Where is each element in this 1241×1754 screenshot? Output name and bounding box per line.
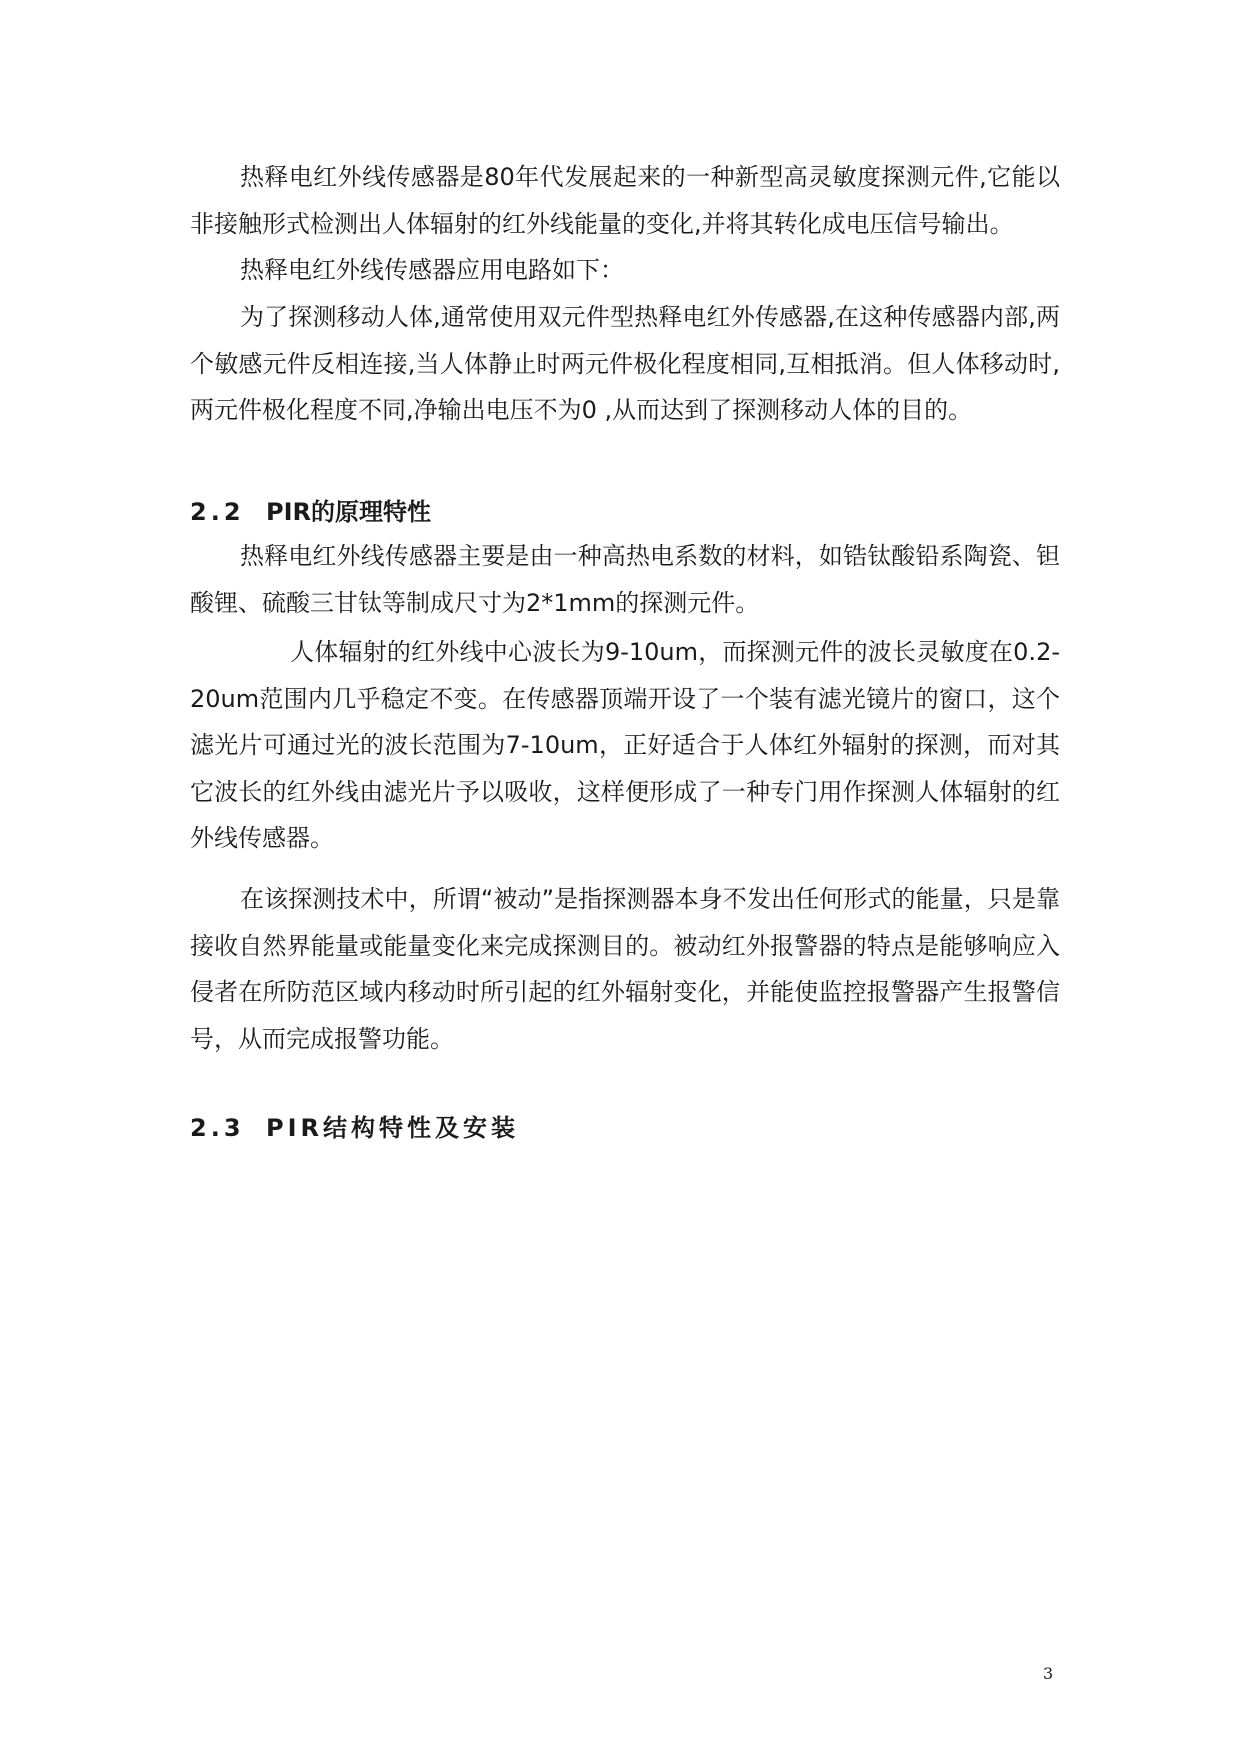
paragraph-circuit-intro: 热释电红外线传感器应用电路如下： [240, 256, 624, 284]
section-title: PIR的原理特性 [266, 498, 431, 526]
paragraph-material: 热释电红外线传感器主要是由一种高热电系数的材料，如锆钛酸铅系陶瓷、钽酸锂、硫酸三甘钛等制成尺寸为2*1mm的探测元件。 [190, 542, 1060, 617]
page-number: 3 [1043, 1664, 1054, 1683]
section-number: 2.3 [190, 1114, 245, 1142]
section-number: 2.2 [190, 498, 245, 526]
paragraph-pyroelectric-intro: 热释电红外线传感器是80年代发展起来的一种新型高灵敏度探测元件,它能以非接触形式检测出人体辐射的红外线能量的变化,并将其转化成电压信号输出。 [190, 163, 1060, 238]
paragraph-dual-element: 为了探测移动人体,通常使用双元件型热释电红外传感器,在这种传感器内部,两个敏感元件反相连接,当人体静止时两元件极化程度相同,互相抵消。但人体移动时,两元件极化程度不同,净输出电压不为0 ,从而达到了探测移动人体的目的。 [190, 303, 1060, 424]
section-title: PIR结构特性及安装 [266, 1114, 519, 1142]
paragraph-wavelength: 人体辐射的红外线中心波长为9-10um，而探测元件的波长灵敏度在0.2-20um范围内几乎稳定不变。在传感器顶端开设了一个装有滤光镜片的窗口，这个滤光片可通过光的波长范围为7-10um，正好适合于人体红外辐射的探测，而对其它波长的红外线由滤光片予以吸收，这样便形成了一种专门用作探测人体辐射的红外线传感器。 [190, 638, 1060, 852]
section-heading-2-2 [190, 492, 431, 527]
paragraph-passive-detection: 在该探测技术中，所谓“被动”是指探测器本身不发出任何形式的能量，只是靠接收自然界能量或能量变化来完成探测目的。被动红外报警器的特点是能够响应入侵者在所防范区域内移动时所引起的红外辐射变化，并能使监控报警器产生报警信号，从而完成报警功能。 [190, 885, 1060, 1053]
section-heading-2-3 [190, 1108, 519, 1143]
